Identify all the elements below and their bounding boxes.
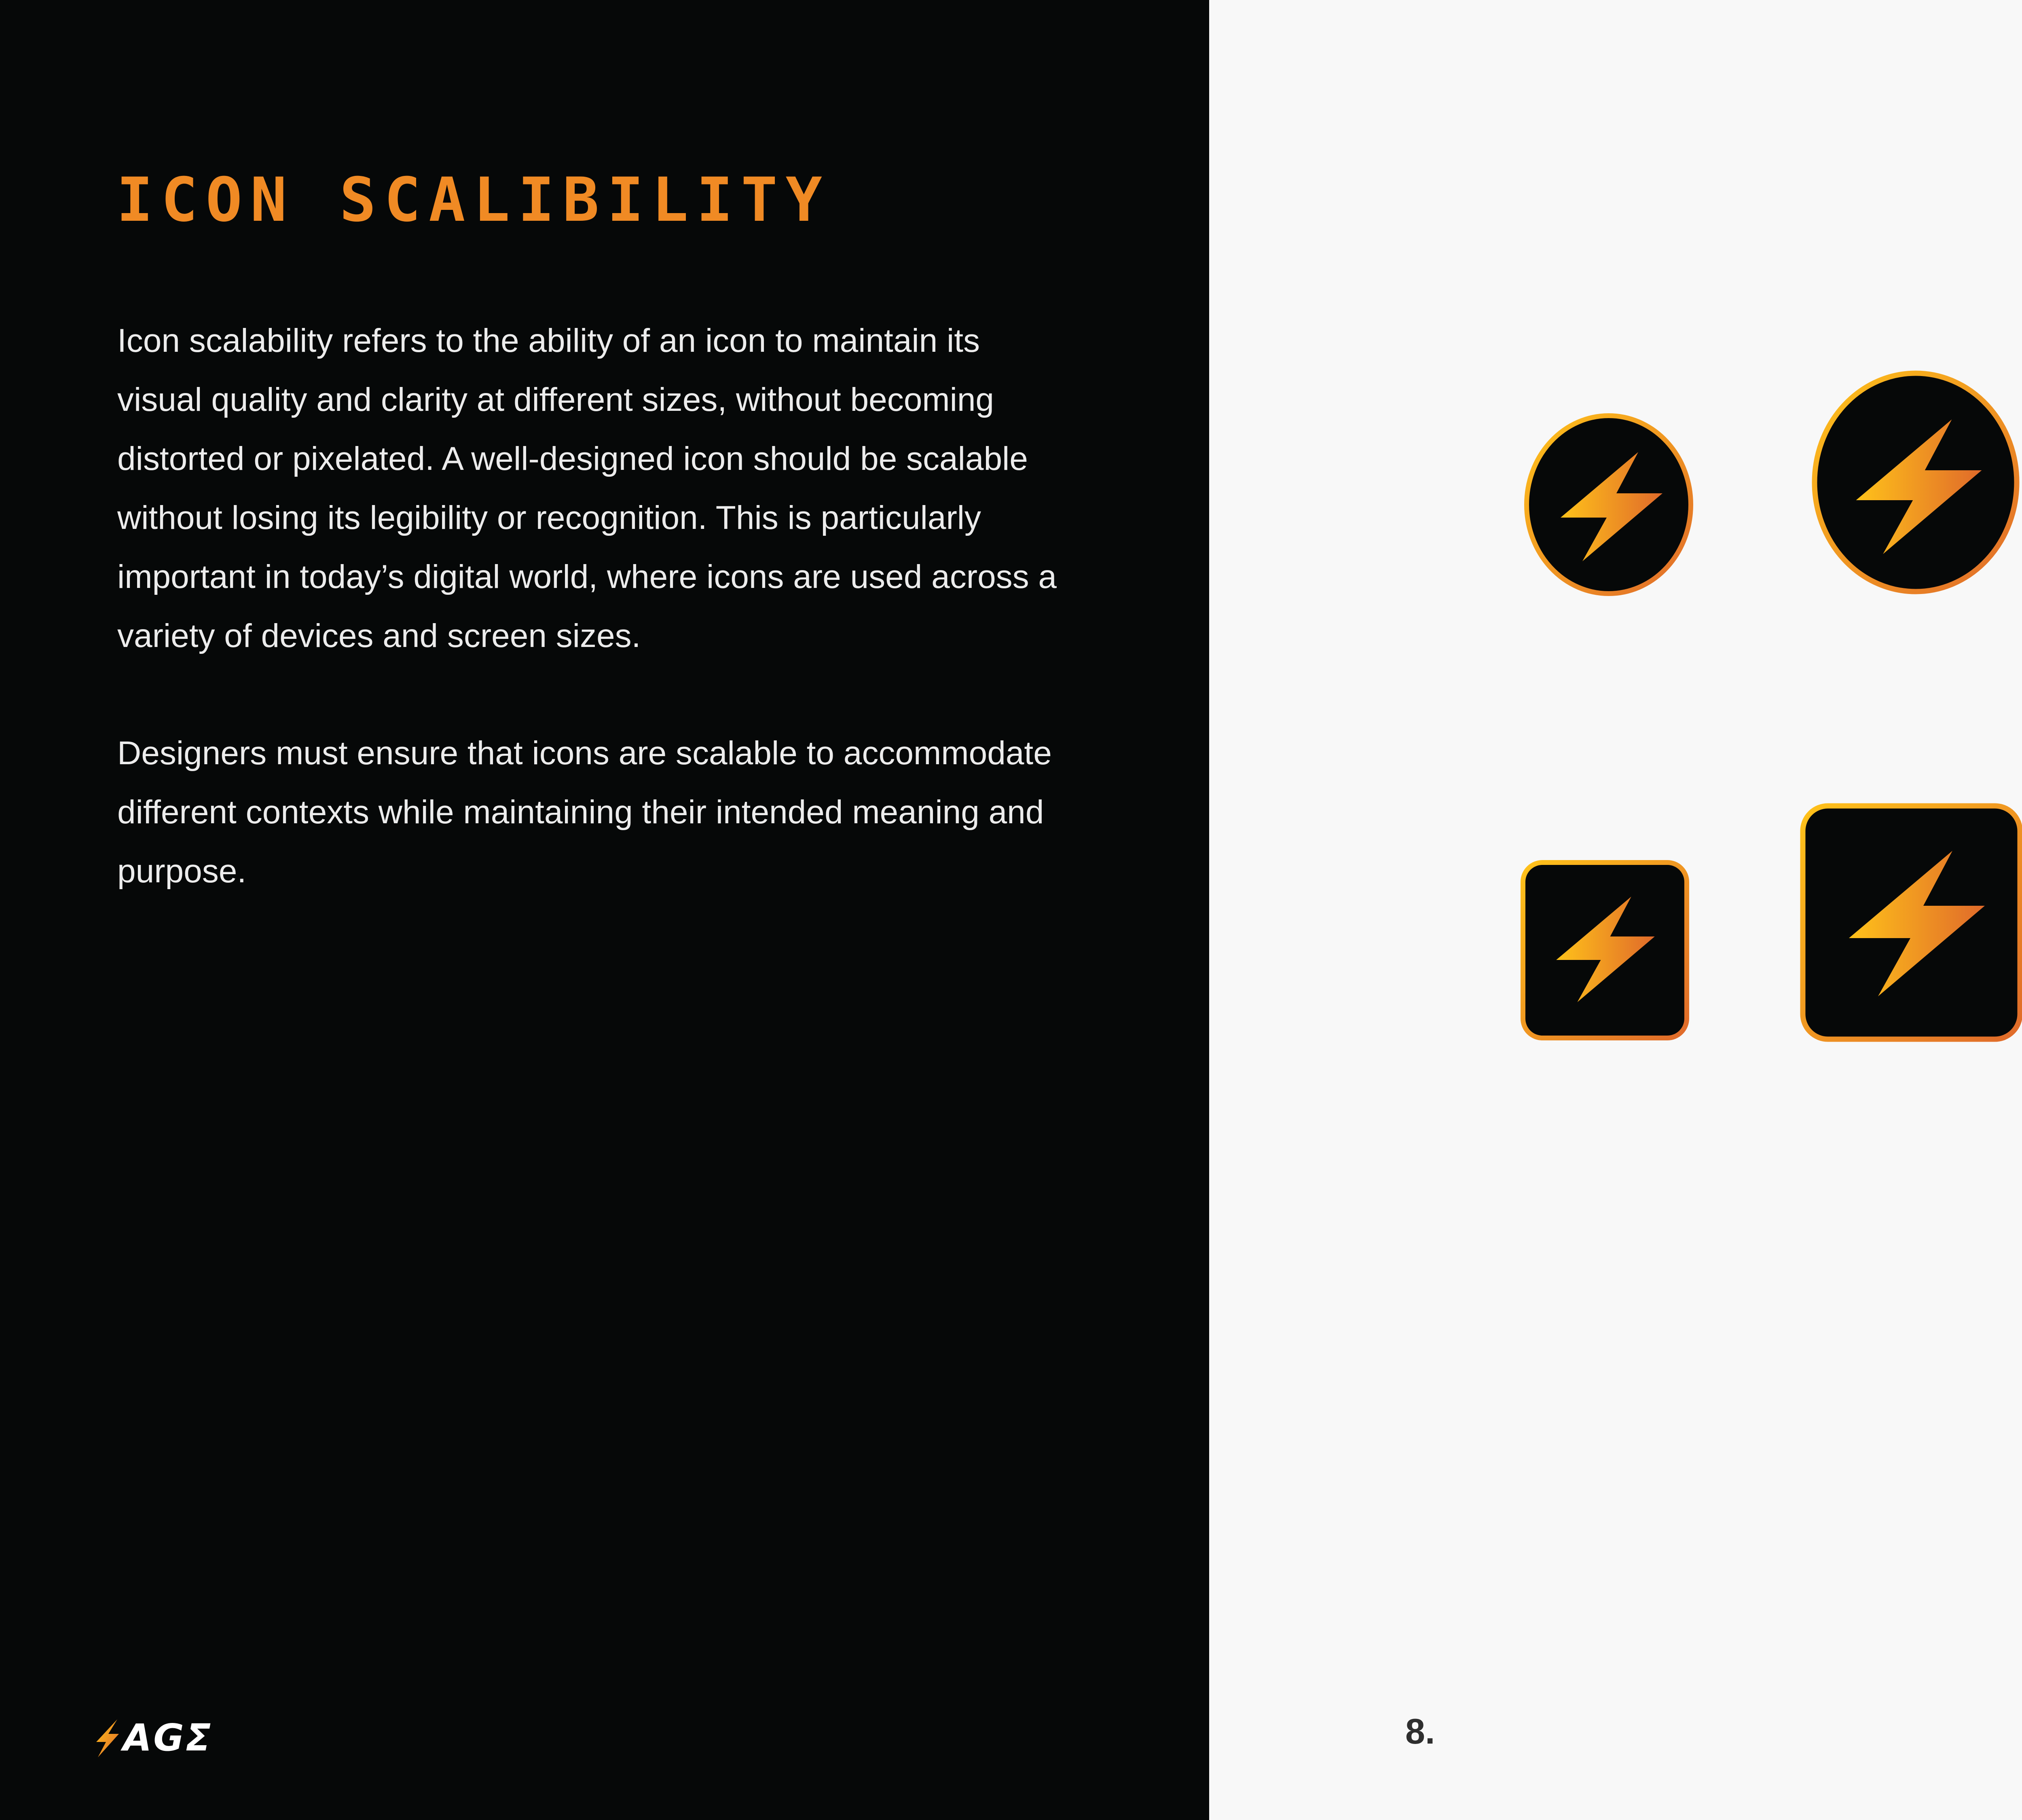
- body-paragraph-2: Designers must ensure that icons are scalable to accommodate different contexts while maintaining their intended meaning and purpose.: [117, 735, 1052, 890]
- page-title: ICON SCALIBILITY: [116, 165, 830, 235]
- page-number: 8.: [1405, 1711, 1435, 1751]
- brand-logo: [92, 1718, 213, 1758]
- brand-logo-text: AGΣ: [123, 1716, 213, 1759]
- right-panel: [1209, 0, 2022, 1820]
- lightning-bolt-icon: [92, 1718, 121, 1758]
- body-paragraph-1: Icon scalability refers to the ability of an icon to maintain its visual quality and clarity at different sizes, without becoming distorted or pixelated. A well-designed icon should be scalable without losing its legibility or recognition. This is particularly important in today’s digital world, where icons are used across a variety of devices and screen sizes.: [117, 322, 1057, 654]
